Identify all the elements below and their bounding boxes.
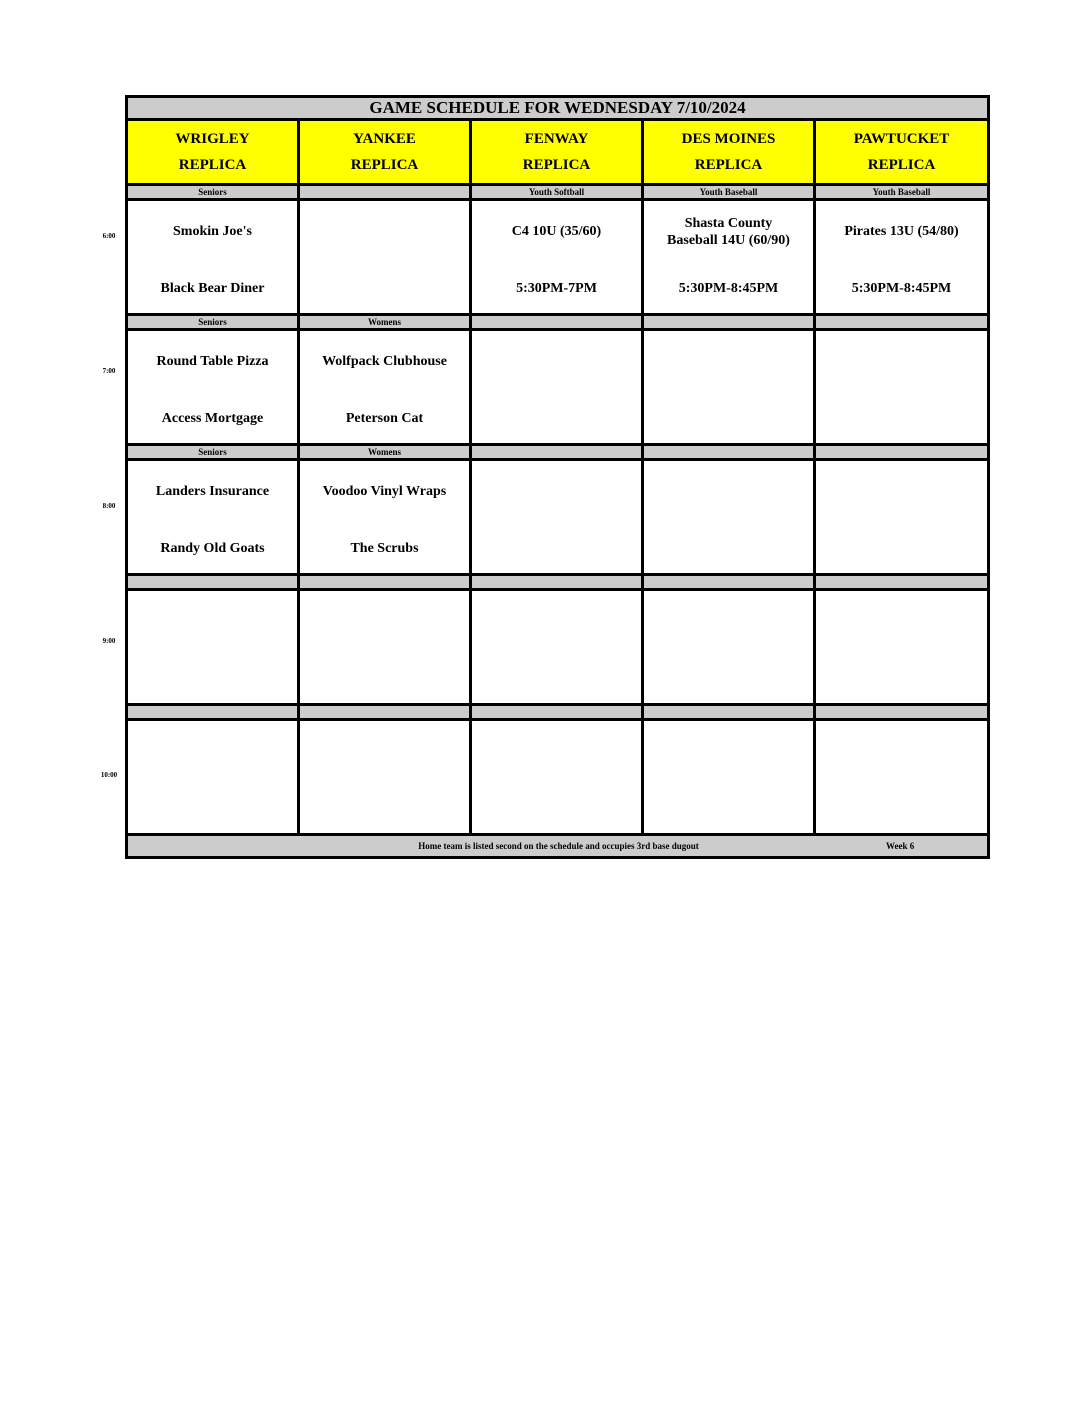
- field-header-yankee: [299, 120, 471, 185]
- game-cell: [643, 200, 815, 315]
- division-row: [127, 575, 989, 590]
- game-cell: [471, 330, 643, 445]
- visiting-team: Smokin Joe's: [173, 224, 252, 239]
- game-cell: [127, 720, 299, 835]
- visiting-team: Voodoo Vinyl Wraps: [322, 484, 447, 499]
- division-label: [643, 445, 815, 460]
- time-label-8pm: 8:00: [102, 502, 116, 510]
- field-header-pawtucket: [815, 120, 989, 185]
- division-label: Youth Softball: [471, 185, 643, 200]
- game-time-range: 5:30PM-7PM: [516, 281, 597, 296]
- division-label: Womens: [299, 445, 471, 460]
- game-cell: [127, 590, 299, 705]
- game-cell: [471, 460, 643, 575]
- division-label: [643, 315, 815, 330]
- game-cell: [643, 720, 815, 835]
- game-cell: [127, 330, 299, 445]
- division-row: [127, 445, 989, 460]
- field-header-fenway: [471, 120, 643, 185]
- field-sub: REPLICA: [867, 157, 936, 173]
- division-label: [299, 575, 471, 590]
- game-row: [127, 460, 989, 575]
- home-team: Access Mortgage: [161, 411, 264, 426]
- field-name: FENWAY: [524, 131, 589, 147]
- visiting-team: Pirates 13U (54/80): [844, 224, 959, 239]
- visiting-team: C4 10U (35/60): [511, 224, 602, 239]
- game-cell: [643, 330, 815, 445]
- field-sub: REPLICA: [350, 157, 419, 173]
- division-label: [815, 575, 989, 590]
- field-sub: REPLICA: [694, 157, 763, 173]
- division-label: Youth Baseball: [815, 185, 989, 200]
- game-cell: [299, 720, 471, 835]
- division-row: [127, 185, 989, 200]
- time-label-7pm: 7:00: [102, 367, 116, 375]
- game-cell: [471, 590, 643, 705]
- division-label: [815, 445, 989, 460]
- game-cell: [471, 200, 643, 315]
- schedule-table: [125, 95, 990, 859]
- game-cell: [643, 590, 815, 705]
- division-label: [471, 445, 643, 460]
- division-label: [815, 315, 989, 330]
- game-cell: [299, 200, 471, 315]
- division-label: [471, 315, 643, 330]
- game-row: [127, 330, 989, 445]
- visiting-team: Round Table Pizza: [156, 354, 269, 369]
- field-sub: REPLICA: [522, 157, 591, 173]
- game-cell: [815, 460, 989, 575]
- time-label-9pm: 9:00: [102, 637, 116, 645]
- division-label: [471, 705, 643, 720]
- division-label: Womens: [299, 315, 471, 330]
- field-name: YANKEE: [353, 131, 416, 147]
- game-cell: [815, 720, 989, 835]
- visiting-team: Landers Insurance: [155, 484, 270, 499]
- home-team-note: Home team is listed second on the schedule and occupies 3rd base dugout: [418, 841, 699, 851]
- field-name: PAWTUCKET: [853, 131, 950, 147]
- division-label: [471, 575, 643, 590]
- division-label: [643, 705, 815, 720]
- field-header-des-moines: [643, 120, 815, 185]
- game-cell: [299, 460, 471, 575]
- time-label-6pm: 6:00: [102, 232, 116, 240]
- footer-row: [127, 835, 989, 858]
- game-row: [127, 200, 989, 315]
- game-cell: [299, 330, 471, 445]
- division-label: [127, 575, 299, 590]
- field-header-row: [127, 120, 989, 185]
- game-time-range: 5:30PM-8:45PM: [851, 281, 952, 296]
- division-row: [127, 705, 989, 720]
- time-label-10pm: 10:00: [100, 771, 118, 779]
- field-name: WRIGLEY: [175, 131, 250, 147]
- game-cell: [471, 720, 643, 835]
- division-label: [299, 705, 471, 720]
- field-sub: REPLICA: [178, 157, 247, 173]
- game-row: [127, 590, 989, 705]
- division-label: Seniors: [127, 185, 299, 200]
- title-row: [127, 97, 989, 120]
- visiting-team: Shasta County Baseball 14U (60/90): [667, 216, 790, 248]
- schedule-title: GAME SCHEDULE FOR WEDNESDAY 7/10/2024: [127, 97, 989, 120]
- division-label: [299, 185, 471, 200]
- home-team: Randy Old Goats: [160, 541, 265, 556]
- division-label: [643, 575, 815, 590]
- week-label: Week 6: [886, 841, 915, 851]
- division-label: [815, 705, 989, 720]
- footer-band: [127, 835, 989, 858]
- field-header-wrigley: [127, 120, 299, 185]
- game-cell: [127, 200, 299, 315]
- game-cell: [815, 330, 989, 445]
- game-cell: [299, 590, 471, 705]
- game-cell: [127, 460, 299, 575]
- visiting-team: Wolfpack Clubhouse: [322, 354, 447, 369]
- home-team: Black Bear Diner: [160, 281, 265, 296]
- schedule-sheet: [125, 95, 987, 859]
- game-cell: [643, 460, 815, 575]
- field-name: DES MOINES: [681, 131, 776, 147]
- division-label: Seniors: [127, 445, 299, 460]
- division-label: [127, 705, 299, 720]
- division-label: Youth Baseball: [643, 185, 815, 200]
- game-cell: [815, 200, 989, 315]
- division-row: [127, 315, 989, 330]
- division-label: Seniors: [127, 315, 299, 330]
- game-cell: [815, 590, 989, 705]
- game-row: [127, 720, 989, 835]
- game-time-range: 5:30PM-8:45PM: [678, 281, 779, 296]
- home-team: Peterson Cat: [345, 411, 424, 426]
- home-team: The Scrubs: [350, 541, 419, 556]
